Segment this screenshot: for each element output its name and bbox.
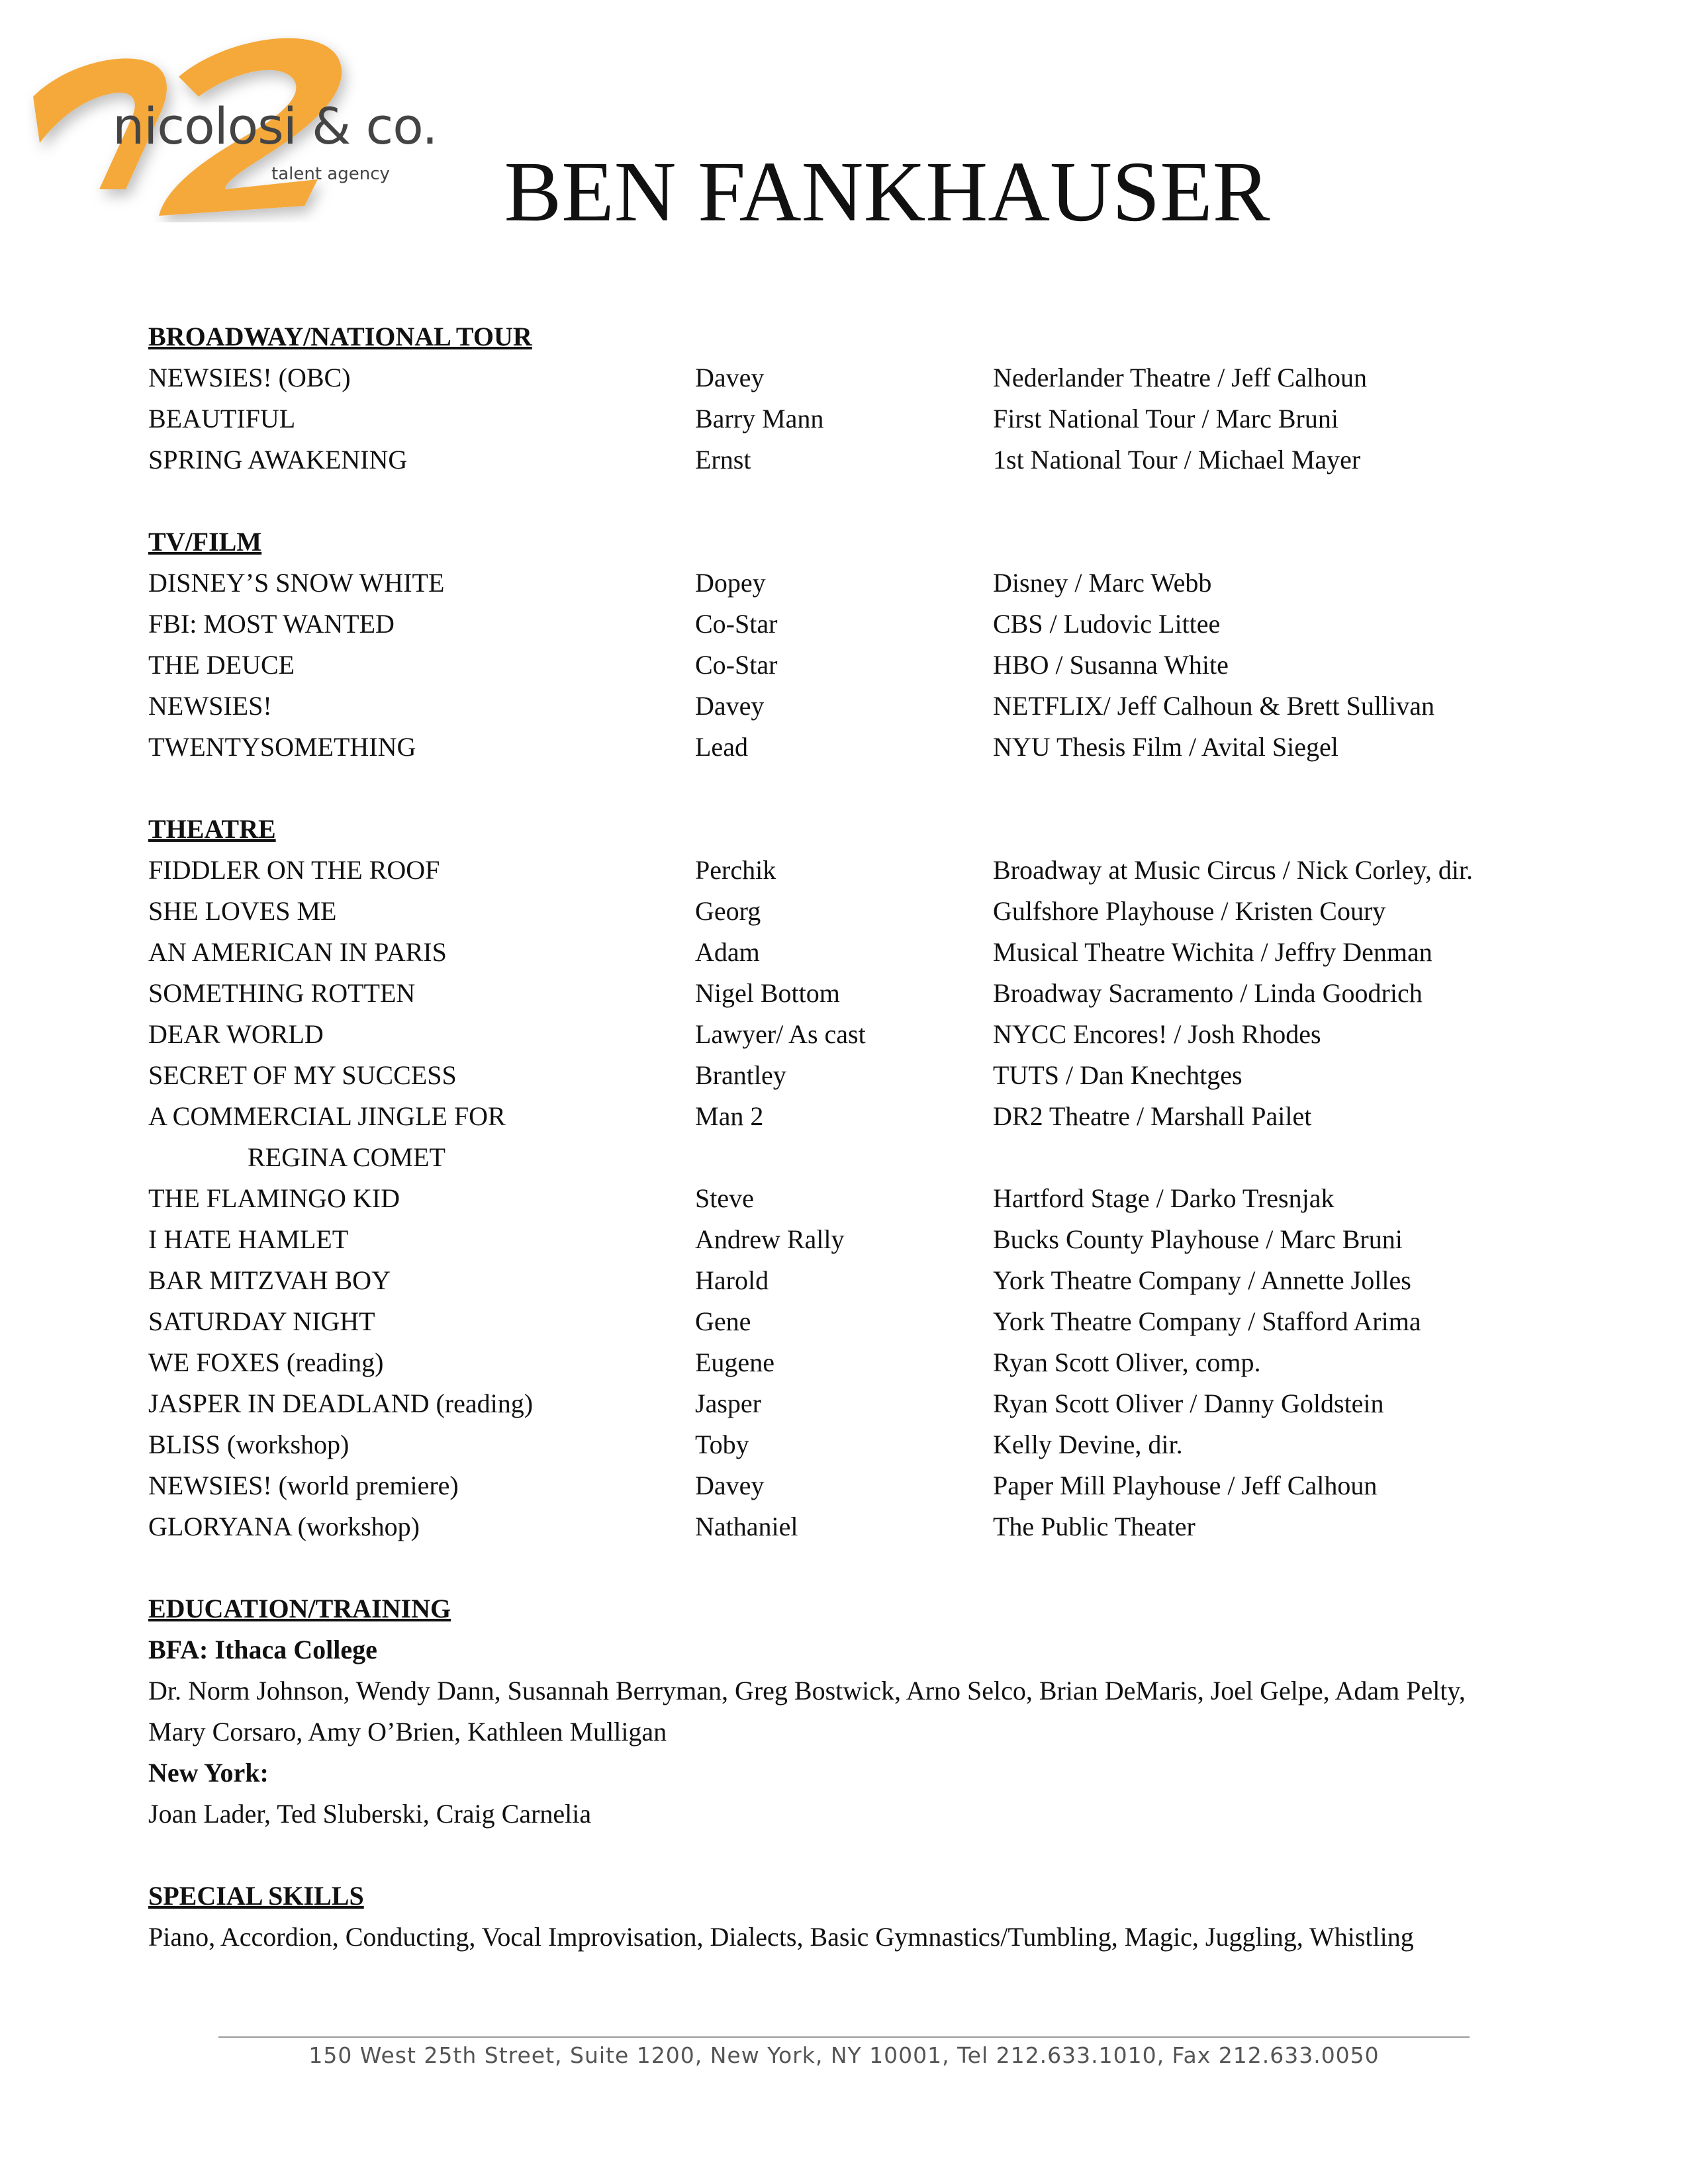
credit-role: Adam <box>695 937 760 967</box>
credit-row <box>148 563 1571 604</box>
credit-row <box>148 1424 1571 1465</box>
credit-role: Dopey <box>695 568 766 598</box>
credit-title: NEWSIES! <box>148 691 272 721</box>
credit-title-continuation: REGINA COMET <box>248 1142 445 1172</box>
credit-role: Toby <box>695 1430 749 1459</box>
credit-role: Lead <box>695 732 748 762</box>
credit-role: Davey <box>695 1471 765 1500</box>
section-heading-theatre: THEATRE <box>148 814 276 844</box>
credit-venue: York Theatre Company / Annette Jolles <box>993 1265 1411 1295</box>
credit-title: DISNEY’S SNOW WHITE <box>148 568 445 598</box>
credit-role: Davey <box>695 363 765 392</box>
credit-title: GLORYANA (workshop) <box>148 1512 420 1541</box>
education-city: New York: <box>148 1758 269 1788</box>
credit-role: Georg <box>695 896 761 926</box>
credit-venue: NYU Thesis Film / Avital Siegel <box>993 732 1338 762</box>
credit-venue: Broadway Sacramento / Linda Goodrich <box>993 978 1423 1008</box>
credit-venue: Ryan Scott Oliver / Danny Goldstein <box>993 1388 1384 1418</box>
logo-brand-text: nicolosi & co. <box>113 97 438 156</box>
credit-role: Eugene <box>695 1347 774 1377</box>
credit-row <box>148 1178 1571 1219</box>
credit-title: AN AMERICAN IN PARIS <box>148 937 447 967</box>
agency-contact-footer: 150 West 25th Street, Suite 1200, New York, NY 10001, Tel 212.633.1010, Fax 212.633.0050 <box>308 2042 1380 2068</box>
credit-row <box>148 1465 1571 1506</box>
credit-role: Gene <box>695 1306 751 1336</box>
credit-title: NEWSIES! (OBC) <box>148 363 351 392</box>
credit-row <box>148 686 1571 727</box>
skills-list: Piano, Accordion, Conducting, Vocal Improvisation, Dialects, Basic Gymnastics/Tumbling, Magic, Juggling, Whistling <box>148 1922 1414 1952</box>
section-heading-skills: SPECIAL SKILLS <box>148 1881 364 1911</box>
credit-row <box>148 932 1571 973</box>
credit-venue: Ryan Scott Oliver, comp. <box>993 1347 1261 1377</box>
credit-row <box>148 1301 1571 1342</box>
credit-venue: York Theatre Company / Stafford Arima <box>993 1306 1421 1336</box>
credit-row <box>148 1260 1571 1301</box>
credit-title: A COMMERCIAL JINGLE FOR <box>148 1101 506 1131</box>
credit-role: Andrew Rally <box>695 1224 845 1254</box>
credit-venue: Broadway at Music Circus / Nick Corley, dir. <box>993 855 1474 885</box>
credit-title: SOMETHING ROTTEN <box>148 978 416 1008</box>
theatre-credits-part-1 <box>148 850 1571 1137</box>
credit-venue: The Public Theater <box>993 1512 1196 1541</box>
credit-row <box>148 891 1571 932</box>
credit-role: Nigel Bottom <box>695 978 840 1008</box>
section-heading-education: EDUCATION/TRAINING <box>148 1594 451 1623</box>
credit-title: THE DEUCE <box>148 650 295 680</box>
credit-role: Nathaniel <box>695 1512 798 1541</box>
credit-title: JASPER IN DEADLAND (reading) <box>148 1388 534 1418</box>
credit-venue: Gulfshore Playhouse / Kristen Coury <box>993 896 1386 926</box>
credit-row <box>148 1506 1571 1547</box>
resume-body <box>148 316 1571 1958</box>
credit-row <box>148 1096 1571 1137</box>
credit-role: Perchik <box>695 855 776 885</box>
credit-venue: Kelly Devine, dir. <box>993 1430 1183 1459</box>
credit-role: Steve <box>695 1183 754 1213</box>
credit-title: I HATE HAMLET <box>148 1224 349 1254</box>
theatre-credits-part-2 <box>148 1178 1571 1547</box>
credit-row <box>148 645 1571 686</box>
credit-row <box>148 439 1571 480</box>
credit-title: NEWSIES! (world premiere) <box>148 1471 459 1500</box>
credit-venue: TUTS / Dan Knechtges <box>993 1060 1243 1090</box>
credit-row <box>148 398 1571 439</box>
credit-role: Co-Star <box>695 650 778 680</box>
credit-role: Barry Mann <box>695 404 824 433</box>
credit-title: FIDDLER ON THE ROOF <box>148 855 440 885</box>
credit-role: Harold <box>695 1265 769 1295</box>
credit-row <box>148 727 1571 768</box>
credit-venue: Paper Mill Playhouse / Jeff Calhoun <box>993 1471 1378 1500</box>
logo-tagline: talent agency <box>271 164 390 184</box>
credit-row <box>148 1383 1571 1424</box>
credit-title: BAR MITZVAH BOY <box>148 1265 391 1295</box>
credit-title: TWENTYSOMETHING <box>148 732 416 762</box>
credit-title: BLISS (workshop) <box>148 1430 350 1459</box>
section-heading-tvfilm: TV/FILM <box>148 527 262 557</box>
performer-name: BEN FANKHAUSER <box>504 144 1270 240</box>
credit-venue: DR2 Theatre / Marshall Pailet <box>993 1101 1312 1131</box>
credit-role: Lawyer/ As cast <box>695 1019 866 1049</box>
credit-role: Ernst <box>695 445 751 475</box>
broadway-credits <box>148 357 1571 480</box>
credit-row <box>148 973 1571 1014</box>
credit-title: WE FOXES (reading) <box>148 1347 384 1377</box>
credit-title: DEAR WORLD <box>148 1019 324 1049</box>
credit-role: Man 2 <box>695 1101 764 1131</box>
section-heading-broadway: BROADWAY/NATIONAL TOUR <box>148 322 532 351</box>
credit-title: SATURDAY NIGHT <box>148 1306 375 1336</box>
credit-row <box>148 1055 1571 1096</box>
education-teachers-line-1: Dr. Norm Johnson, Wendy Dann, Susannah Berryman, Greg Bostwick, Arno Selco, Brian DeMaris, Joel Gelpe, Adam Pelty, <box>148 1676 1466 1706</box>
credit-role: Davey <box>695 691 765 721</box>
credit-venue: NYCC Encores! / Josh Rhodes <box>993 1019 1321 1049</box>
education-teachers-ny: Joan Lader, Ted Sluberski, Craig Carnelia <box>148 1799 592 1829</box>
credit-title: BEAUTIFUL <box>148 404 296 433</box>
credit-venue: First National Tour / Marc Bruni <box>993 404 1338 433</box>
tvfilm-credits <box>148 563 1571 768</box>
credit-title: FBI: MOST WANTED <box>148 609 395 639</box>
credit-venue: Hartford Stage / Darko Tresnjak <box>993 1183 1335 1213</box>
credit-title: SHE LOVES ME <box>148 896 337 926</box>
credit-row <box>148 1219 1571 1260</box>
credit-role: Brantley <box>695 1060 786 1090</box>
credit-role: Co-Star <box>695 609 778 639</box>
credit-venue: Disney / Marc Webb <box>993 568 1212 598</box>
credit-row <box>148 604 1571 645</box>
credit-venue: HBO / Susanna White <box>993 650 1229 680</box>
credit-venue: Bucks County Playhouse / Marc Bruni <box>993 1224 1403 1254</box>
credit-venue: Musical Theatre Wichita / Jeffry Denman <box>993 937 1432 967</box>
footer-divider <box>218 2036 1470 2038</box>
credit-row <box>148 1342 1571 1383</box>
credit-venue: NETFLIX/ Jeff Calhoun & Brett Sullivan <box>993 691 1434 721</box>
credit-row <box>148 1014 1571 1055</box>
education-school: BFA: Ithaca College <box>148 1635 377 1664</box>
education-teachers-line-2: Mary Corsaro, Amy O’Brien, Kathleen Mulligan <box>148 1717 667 1747</box>
credit-venue: CBS / Ludovic Littee <box>993 609 1221 639</box>
credit-row <box>148 357 1571 398</box>
credit-title: SECRET OF MY SUCCESS <box>148 1060 457 1090</box>
credit-venue: Nederlander Theatre / Jeff Calhoun <box>993 363 1367 392</box>
credit-venue: 1st National Tour / Michael Mayer <box>993 445 1361 475</box>
credit-row <box>148 850 1571 891</box>
credit-title: SPRING AWAKENING <box>148 445 408 475</box>
credit-title: THE FLAMINGO KID <box>148 1183 400 1213</box>
credit-role: Jasper <box>695 1388 761 1418</box>
